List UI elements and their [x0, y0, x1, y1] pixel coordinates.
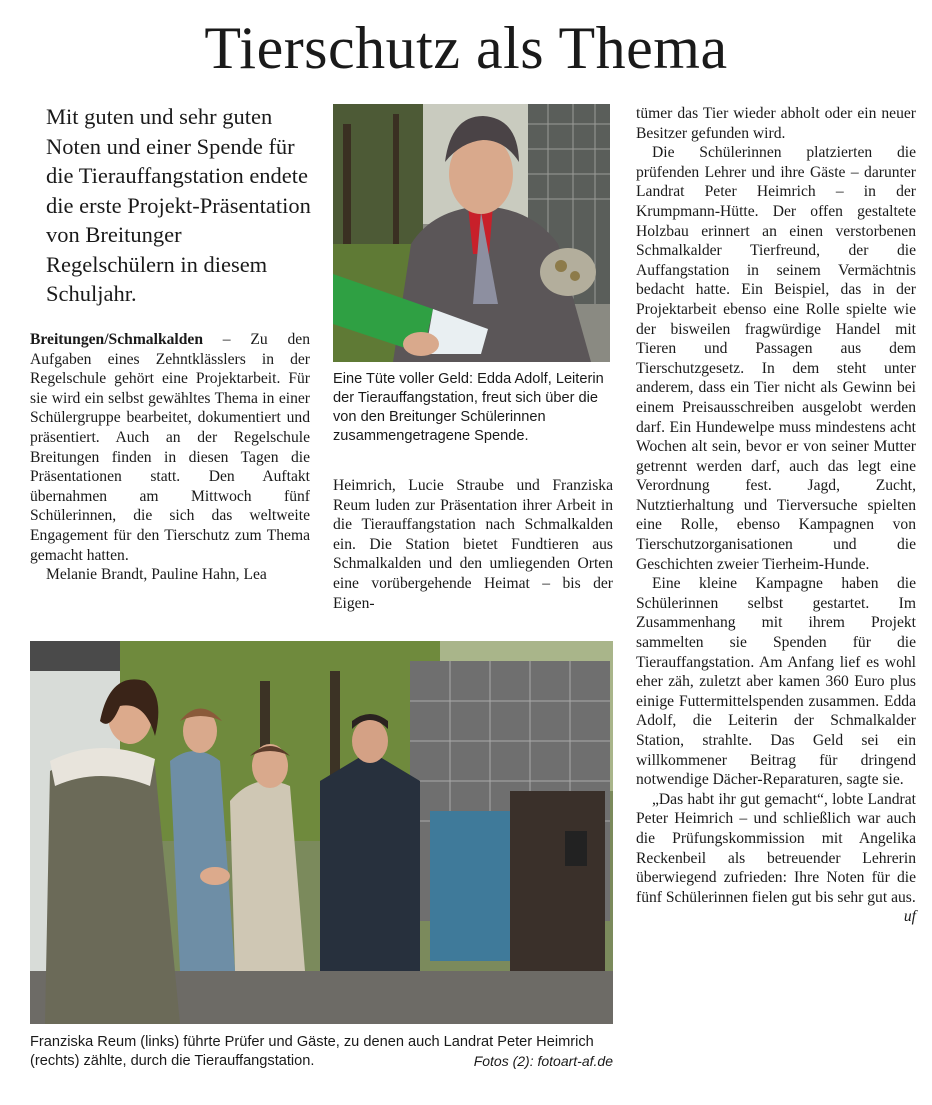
paragraph-1: [30, 330, 310, 565]
caption-photo-2: Franziska Reum (links) führte Prüfer und Gäste, zu denen auch Landrat Peter Heimrich (rechts) zählte, durch die Tierauffangstation.: [30, 1034, 594, 1069]
article-column-1: [30, 330, 310, 585]
paragraph-6: [636, 790, 916, 926]
paragraph-1-text: – Zu den Aufgaben eines Zehntklässlers in der Regelschule gehört eine Projektarbeit. Für sie wird ein selbst gewähltes Thema in einer Schülergruppe bearbeitet, dokumentiert und präsentiert. Auch an der Regelschule Breitungen finden in diesen Tagen die Präsentationen statt. Den Auftakt übernahmen am Mittwoch fünf Schülerinnen, die sich das weltweite Engagement für den Tierschutz zum Thema gemacht hatten.: [30, 331, 310, 564]
photo-credit: Fotos (2): fotoart-af.de: [473, 1053, 613, 1069]
paragraph-3: tümer das Tier wieder abholt oder ein neuer Besitzer gefunden wird.: [636, 105, 916, 142]
photo-group-tour: [30, 641, 613, 1024]
article-column-3: [636, 104, 916, 927]
photo-edda-adolf: [333, 104, 610, 362]
paragraph-5: Eine kleine Kampagne haben die Schülerinnen selbst gestartet. Im Zusammenhang mit ihrem Projekt sammelten sie Spenden für die Tierauffangstation. Am Anfang lief es wohl eher zäh, zuletzt aber kamen 360 Euro plus einige Futtermittelspenden zusammen. Edda Adolf, die Leiterin der Schmalkalder Station, strahlte. Das Geld sei ein willkommener Beitrag für dringend notwendige Dächer-Reparaturen, sagte sie.: [636, 575, 916, 789]
dateline: Breitungen/Schmalkalden: [30, 331, 204, 348]
paragraph-6-text: „Das habt ihr gut gemacht“, lobte Landrat Peter Heimrich – und schließlich war auch die Prüfungskommission mit Angelika Reckenbeil als betreuender Lehrerin überwiegend zufrieden: Ihre Noten für die fünf Schülerinnen fielen gut bis sehr gut aus.: [636, 790, 916, 906]
photo-group-tour-image: [30, 641, 613, 1024]
column-2-text: Heimrich, Lucie Straube und Franziska Reum luden zur Präsentation ihrer Arbeit in die Tierauffangstation nach Schmalkalden ein. Die Station bietet Fundtieren aus Schmalkalden und den umliegenden Orten eine vorübergehende Heimat – bis der Eigen-: [333, 477, 613, 612]
author-signature: uf: [903, 908, 916, 926]
headline: Tierschutz als Thema: [204, 15, 728, 81]
article-column-2: [333, 476, 613, 613]
lead-text: Mit guten und sehr guten Noten und einer Spende für die Tierauffangstation endete die erste Projekt-Präsentation von Breitunger Regelschülern in diesem Schuljahr.: [46, 104, 311, 306]
lead-paragraph: [46, 102, 314, 309]
paragraph-4: Die Schülerinnen platzierten die prüfenden Lehrer und ihre Gäste – darunter Landrat Peter Heimrich – in der Krumpmann-Hütte. Der offen gestaltete Holzbau erinnert an einen verstorbenen Schmalkalder Tierfreund, der die Auffangstation in seinem Vermächtnis bedacht hatte. Ein Beispiel, das in der Projektarbeit ebenso eine Rolle spielte wie der bisweilen fragwürdige Handel mit Tieren und Passagen aus dem Tierschutzgesetz. In dem steht unter anderem, dass ein Tier nicht als Gewinn bei einem Preisausschreiben ausgelobt werden darf. Ein Hundewelpe muss mindestens acht Wochen alt sein, bevor er von seiner Mutter getrennt werden darf, auch das legt eine Verordnung fest. Jagd, Zucht, Nutztierhaltung und Tierversuche spielten eine Rolle, ebenso Kampagnen von Tierschutzorganisationen und die Geschichten zweier Tierheim-Hunde.: [636, 144, 916, 573]
photo-edda-adolf-image: [333, 104, 610, 362]
paragraph-2: Melanie Brandt, Pauline Hahn, Lea: [46, 566, 267, 584]
caption-photo-1: Eine Tüte voller Geld: Edda Adolf, Leiterin der Tierauffangstation, freut sich über die von den Breitunger Schülerinnen zusammengetragene Spende.: [333, 371, 604, 444]
